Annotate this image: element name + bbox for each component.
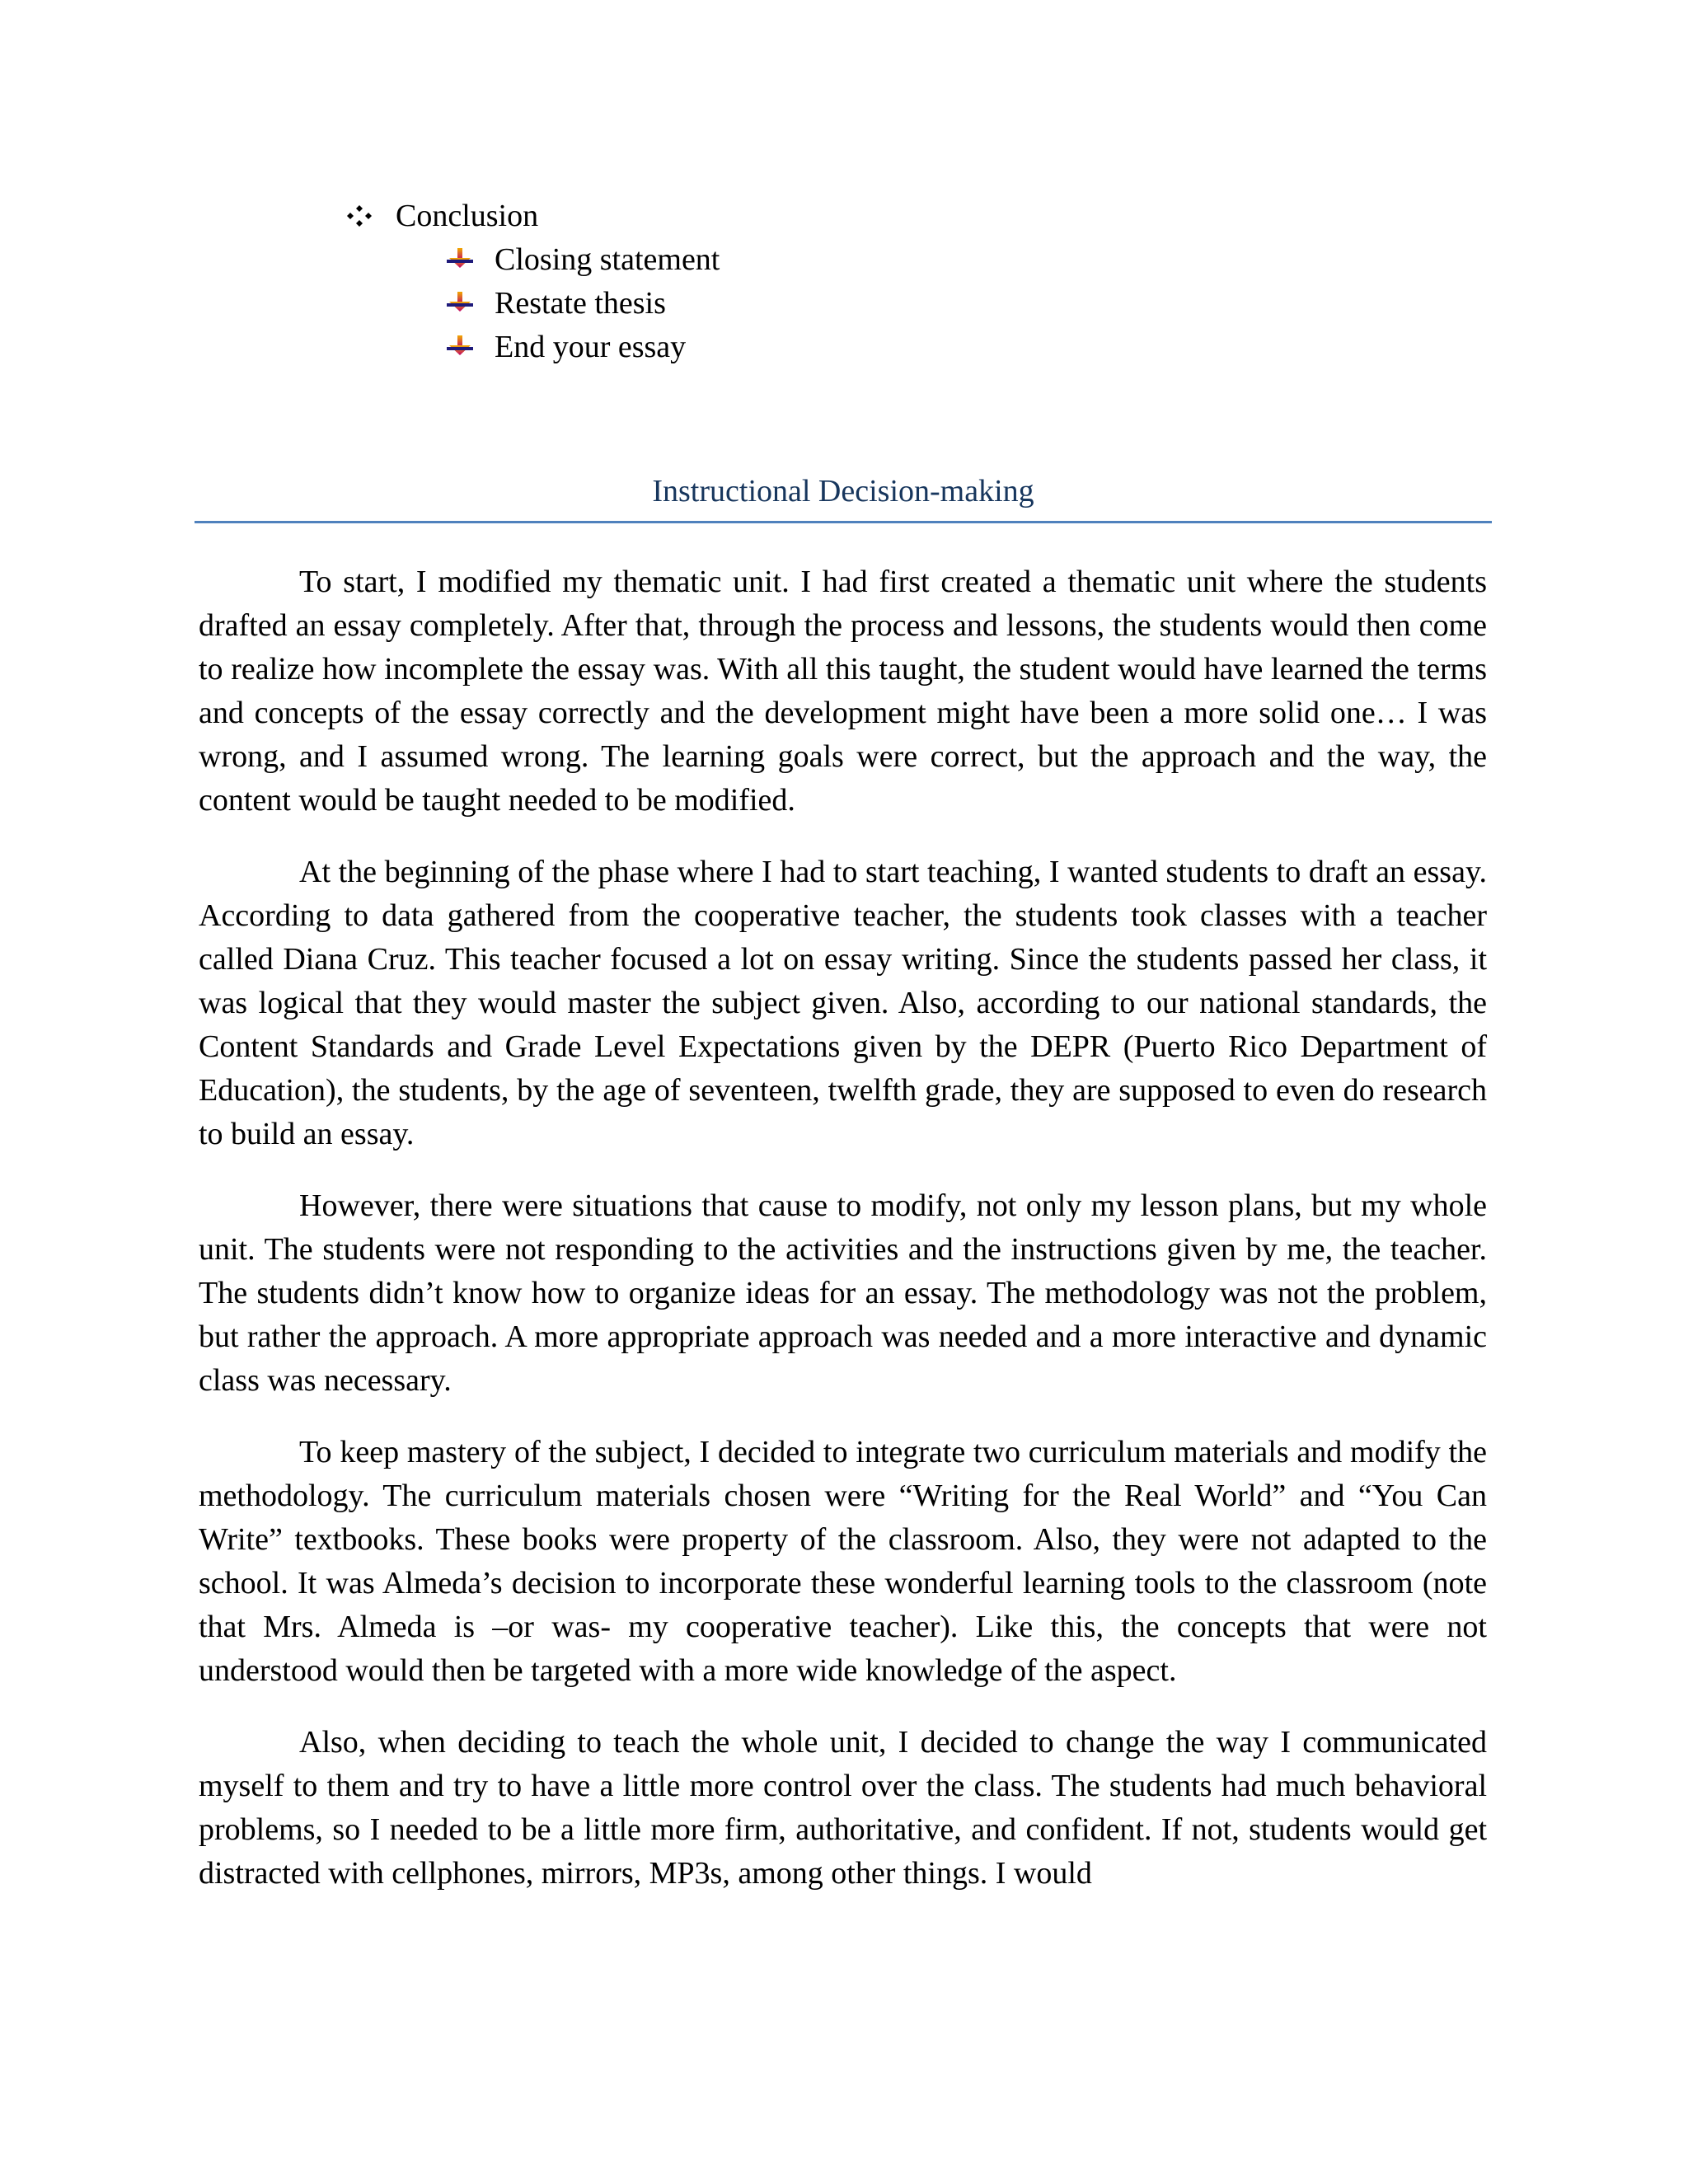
outline-item bbox=[345, 326, 1086, 369]
outline-item-text: End your essay bbox=[495, 330, 687, 364]
paragraph: Also, when deciding to teach the whole unit, I decided to change the way I communicated myself to them and try to have a little more control over the class. The students had much behavioral problems, so I needed to be a little more firm, authoritative, and confident. If not, students would get distracted with cellphones, mirrors, MP3s, among other things. I would bbox=[199, 1725, 1487, 1891]
diamond-bullet-icon bbox=[346, 205, 373, 227]
paragraph: To start, I modified my thematic unit. I had first created a thematic unit where the students drafted an essay completely. After that, through the process and lessons, the students would then come to realize how incomplete the essay was. With all this taught, the student would have learned the terms and concepts of the essay correctly and the development might have been a more solid one… I was wrong, and I assumed wrong. The learning goals were correct, but the approach and the way, the content would be taught needed to be modified. bbox=[199, 565, 1487, 818]
arrow-down-bullet-icon bbox=[445, 292, 475, 316]
outline-heading-row bbox=[345, 194, 1086, 238]
conclusion-outline bbox=[345, 194, 1086, 369]
outline-item bbox=[345, 238, 1086, 282]
outline-heading: Conclusion bbox=[396, 199, 539, 233]
outline-item-text: Restate thesis bbox=[495, 286, 666, 321]
section-heading: Instructional Decision-making bbox=[195, 468, 1492, 523]
paragraph: To keep mastery of the subject, I decided to integrate two curriculum materials and modify the methodology. The curriculum materials chosen were “Writing for the Real World” and “You Can Write” textbooks. These books were property of the classroom. Also, they were not adapted to the school. It was Almeda’s decision to incorporate these wonderful learning tools to the classroom (note that Mrs. Almeda is –or was- my cooperative teacher). Like this, the concepts that were not understood would then be targeted with a more wide knowledge of the aspect. bbox=[199, 1435, 1487, 1688]
outline-item-text: Closing statement bbox=[495, 242, 720, 277]
arrow-down-bullet-icon bbox=[445, 335, 475, 360]
arrow-down-bullet-icon bbox=[445, 248, 475, 273]
outline-item bbox=[345, 282, 1086, 326]
paragraph: However, there were situations that cause to modify, not only my lesson plans, but my whole unit. The students were not responding to the activities and the instructions given by me, the teacher. The students didn’t know how to organize ideas for an essay. The methodology was not the problem, but rather the approach. A more appropriate approach was needed and a more interactive and dynamic class was necessary. bbox=[199, 1188, 1487, 1398]
body-text bbox=[199, 560, 1487, 1896]
paragraph: At the beginning of the phase where I had to start teaching, I wanted students to draft an essay. According to data gathered from the cooperative teacher, the students took classes with a teacher called Diana Cruz. This teacher focused a lot on essay writing. Since the students passed her class, it was logical that they would master the subject given. Also, according to our national standards, the Content Standards and Grade Level Expectations given by the DEPR (Puerto Rico Department of Education), the students, by the age of seventeen, twelfth grade, they are supposed to even do research to build an essay. bbox=[199, 855, 1487, 1151]
